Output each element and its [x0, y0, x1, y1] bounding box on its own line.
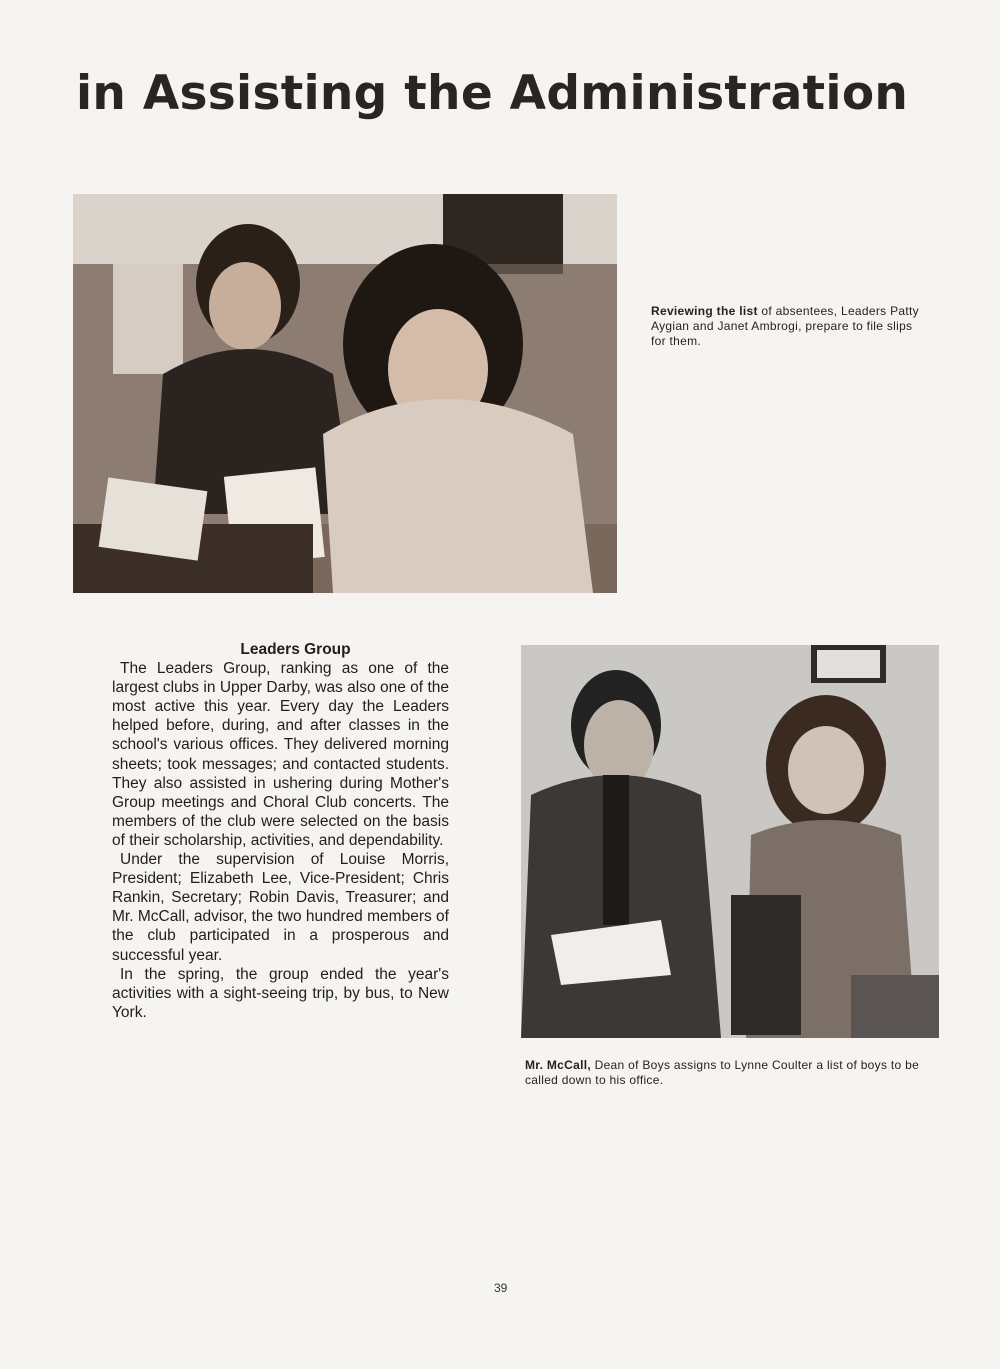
article-paragraph: Under the supervision of Louise Morris, President; Elizabeth Lee, Vice-President; Chris Rankin, Secretary; Robin Davis, Treasurer; and Mr. McCall, advisor, the two hundred members of the club participated in a prosperous and successful year. [112, 851, 449, 964]
photo-mr-mccall [521, 645, 939, 1038]
photo-illustration [521, 645, 939, 1038]
photo-bottom-caption [525, 1058, 945, 1088]
caption-text: Dean of Boys assigns to Lynne Coulter a list of boys to be called down to his office. [525, 1058, 920, 1087]
caption-text: of absentees, Leaders Patty Aygian and Janet Ambrogi, prepare to file slips for them. [651, 304, 919, 348]
page-number: 39 [494, 1281, 508, 1295]
article-heading: Leaders Group [240, 641, 351, 658]
photo-illustration [73, 194, 617, 593]
article-paragraph: The Leaders Group, ranking as one of the largest clubs in Upper Darby, was also one of the most active this year. Every day the Leaders helped before, during, and after classes in the school's various offices. They delivered morning sheets; took messages; and contacted students. They also assisted in ushering during Mother's Group meetings and Choral Club concerts. The members of the club were selected on the basis of their scholarship, activities, and dependability. [112, 660, 449, 849]
page-title: in Assisting the Administration [76, 66, 909, 121]
article-leaders-group [112, 640, 449, 1022]
photo-top-caption [651, 304, 926, 349]
caption-lead: Reviewing the list [651, 304, 758, 318]
photo-leaders-reviewing-list [73, 194, 617, 593]
caption-lead: Mr. McCall, [525, 1058, 591, 1072]
article-paragraph: In the spring, the group ended the year's activities with a sight-seeing trip, by bus, to New York. [112, 965, 449, 1021]
